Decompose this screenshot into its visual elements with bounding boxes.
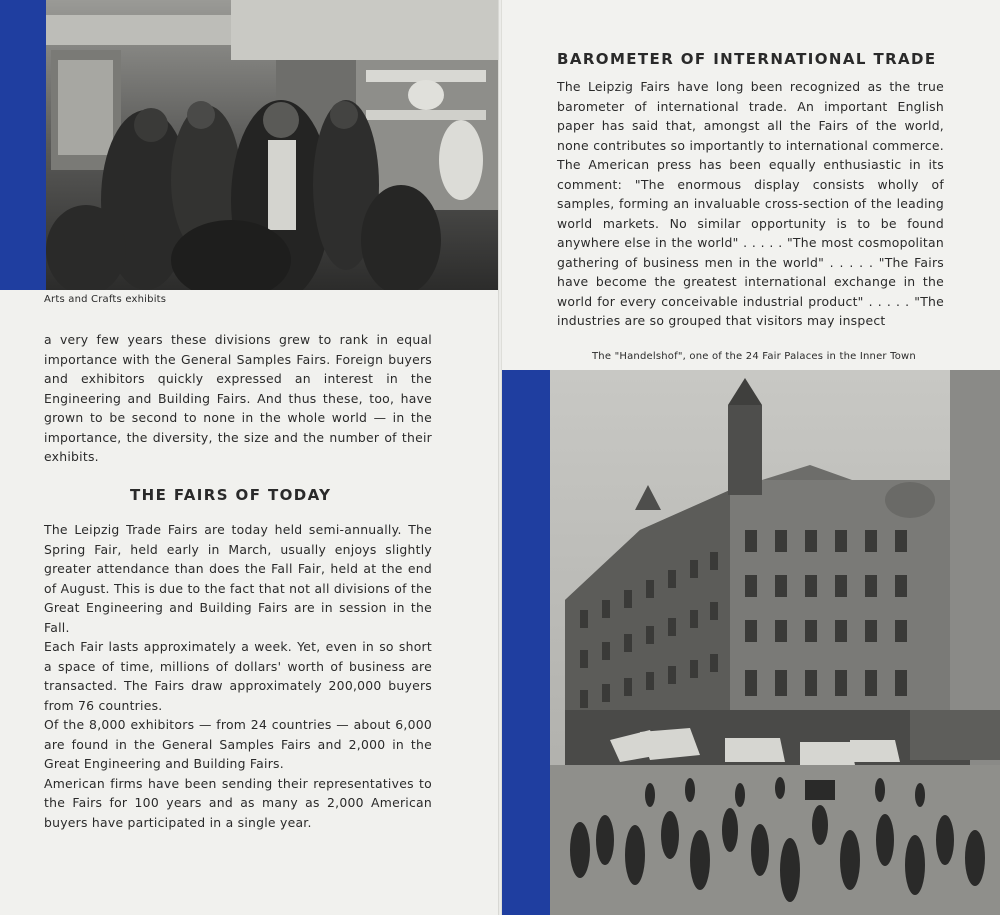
- blue-accent-bar-right: [502, 370, 550, 915]
- paragraph: American firms have been sending their representatives to the Fairs for 100 years and as many as 2,000 American buyers have participated in a single year.: [44, 775, 432, 830]
- paragraph: Of the 8,000 exhibitors — from 24 countries — about 6,000 are found in the General Samples Fairs and 2,000 in the Great Engineering and Building Fairs.: [44, 717, 432, 771]
- arts-and-crafts-photo: [46, 0, 498, 290]
- barometer-body: [557, 77, 944, 331]
- photo-caption-right: The "Handelshof", one of the 24 Fair Palaces in the Inner Town: [592, 351, 916, 362]
- intro-paragraph: [44, 330, 432, 467]
- photo-caption-left: Arts and Crafts exhibits: [44, 294, 167, 305]
- section-heading-fairs-of-today: THE FAIRS OF TODAY: [130, 486, 332, 504]
- paragraph: The Leipzig Trade Fairs are today held semi-annually. The Spring Fair, held early in March, usually enjoys slightly greater attendance than does the Fall Fair, held at the end of August. This is due to the fact that not all divisions of the Great Engineering and Building Fairs are in session in the Fall.: [44, 522, 432, 635]
- blue-accent-bar-left: [0, 0, 46, 290]
- paragraph: Each Fair lasts approximately a week. Yet, even in so short a space of time, millions of dollars' worth of business are transacted. The Fairs draw approximately 200,000 buyers from 76 countries.: [44, 639, 432, 713]
- page-fold: [498, 0, 502, 915]
- section-heading-barometer: BAROMETER OF INTERNATIONAL TRADE: [557, 50, 937, 68]
- paragraph: The Leipzig Fairs have long been recognized as the true barometer of international trade. An important English paper has said that, amongst all the Fairs of the world, none contributes so importantly to international commerce. The American press has been equally enthusiastic in its comment: "The enormous display consists wholly of samples, forming an invaluable cross-section of the leading world markets. No similar opportunity is to be found anywhere else in the world" . . . . . "The most cosmopolitan gathering of business men in the world" . . . . . "The Fairs have become the greatest international exchange in the world for every conceivable industrial product" . . . . . "The industries are so grouped that visitors may inspect: [557, 79, 944, 328]
- handelshof-photo: [550, 370, 1000, 915]
- right-page: [500, 0, 1000, 915]
- fairs-of-today-body: [44, 520, 432, 832]
- paragraph: a very few years these divisions grew to rank in equal importance with the General Samples Fairs. Foreign buyers and exhibitors quickly expressed an interest in the Engineering and Building Fairs. And thus these, too, have grown to be second to none in the whole world — in the importance, the diversity, the size and the number of their exhibits.: [44, 332, 432, 464]
